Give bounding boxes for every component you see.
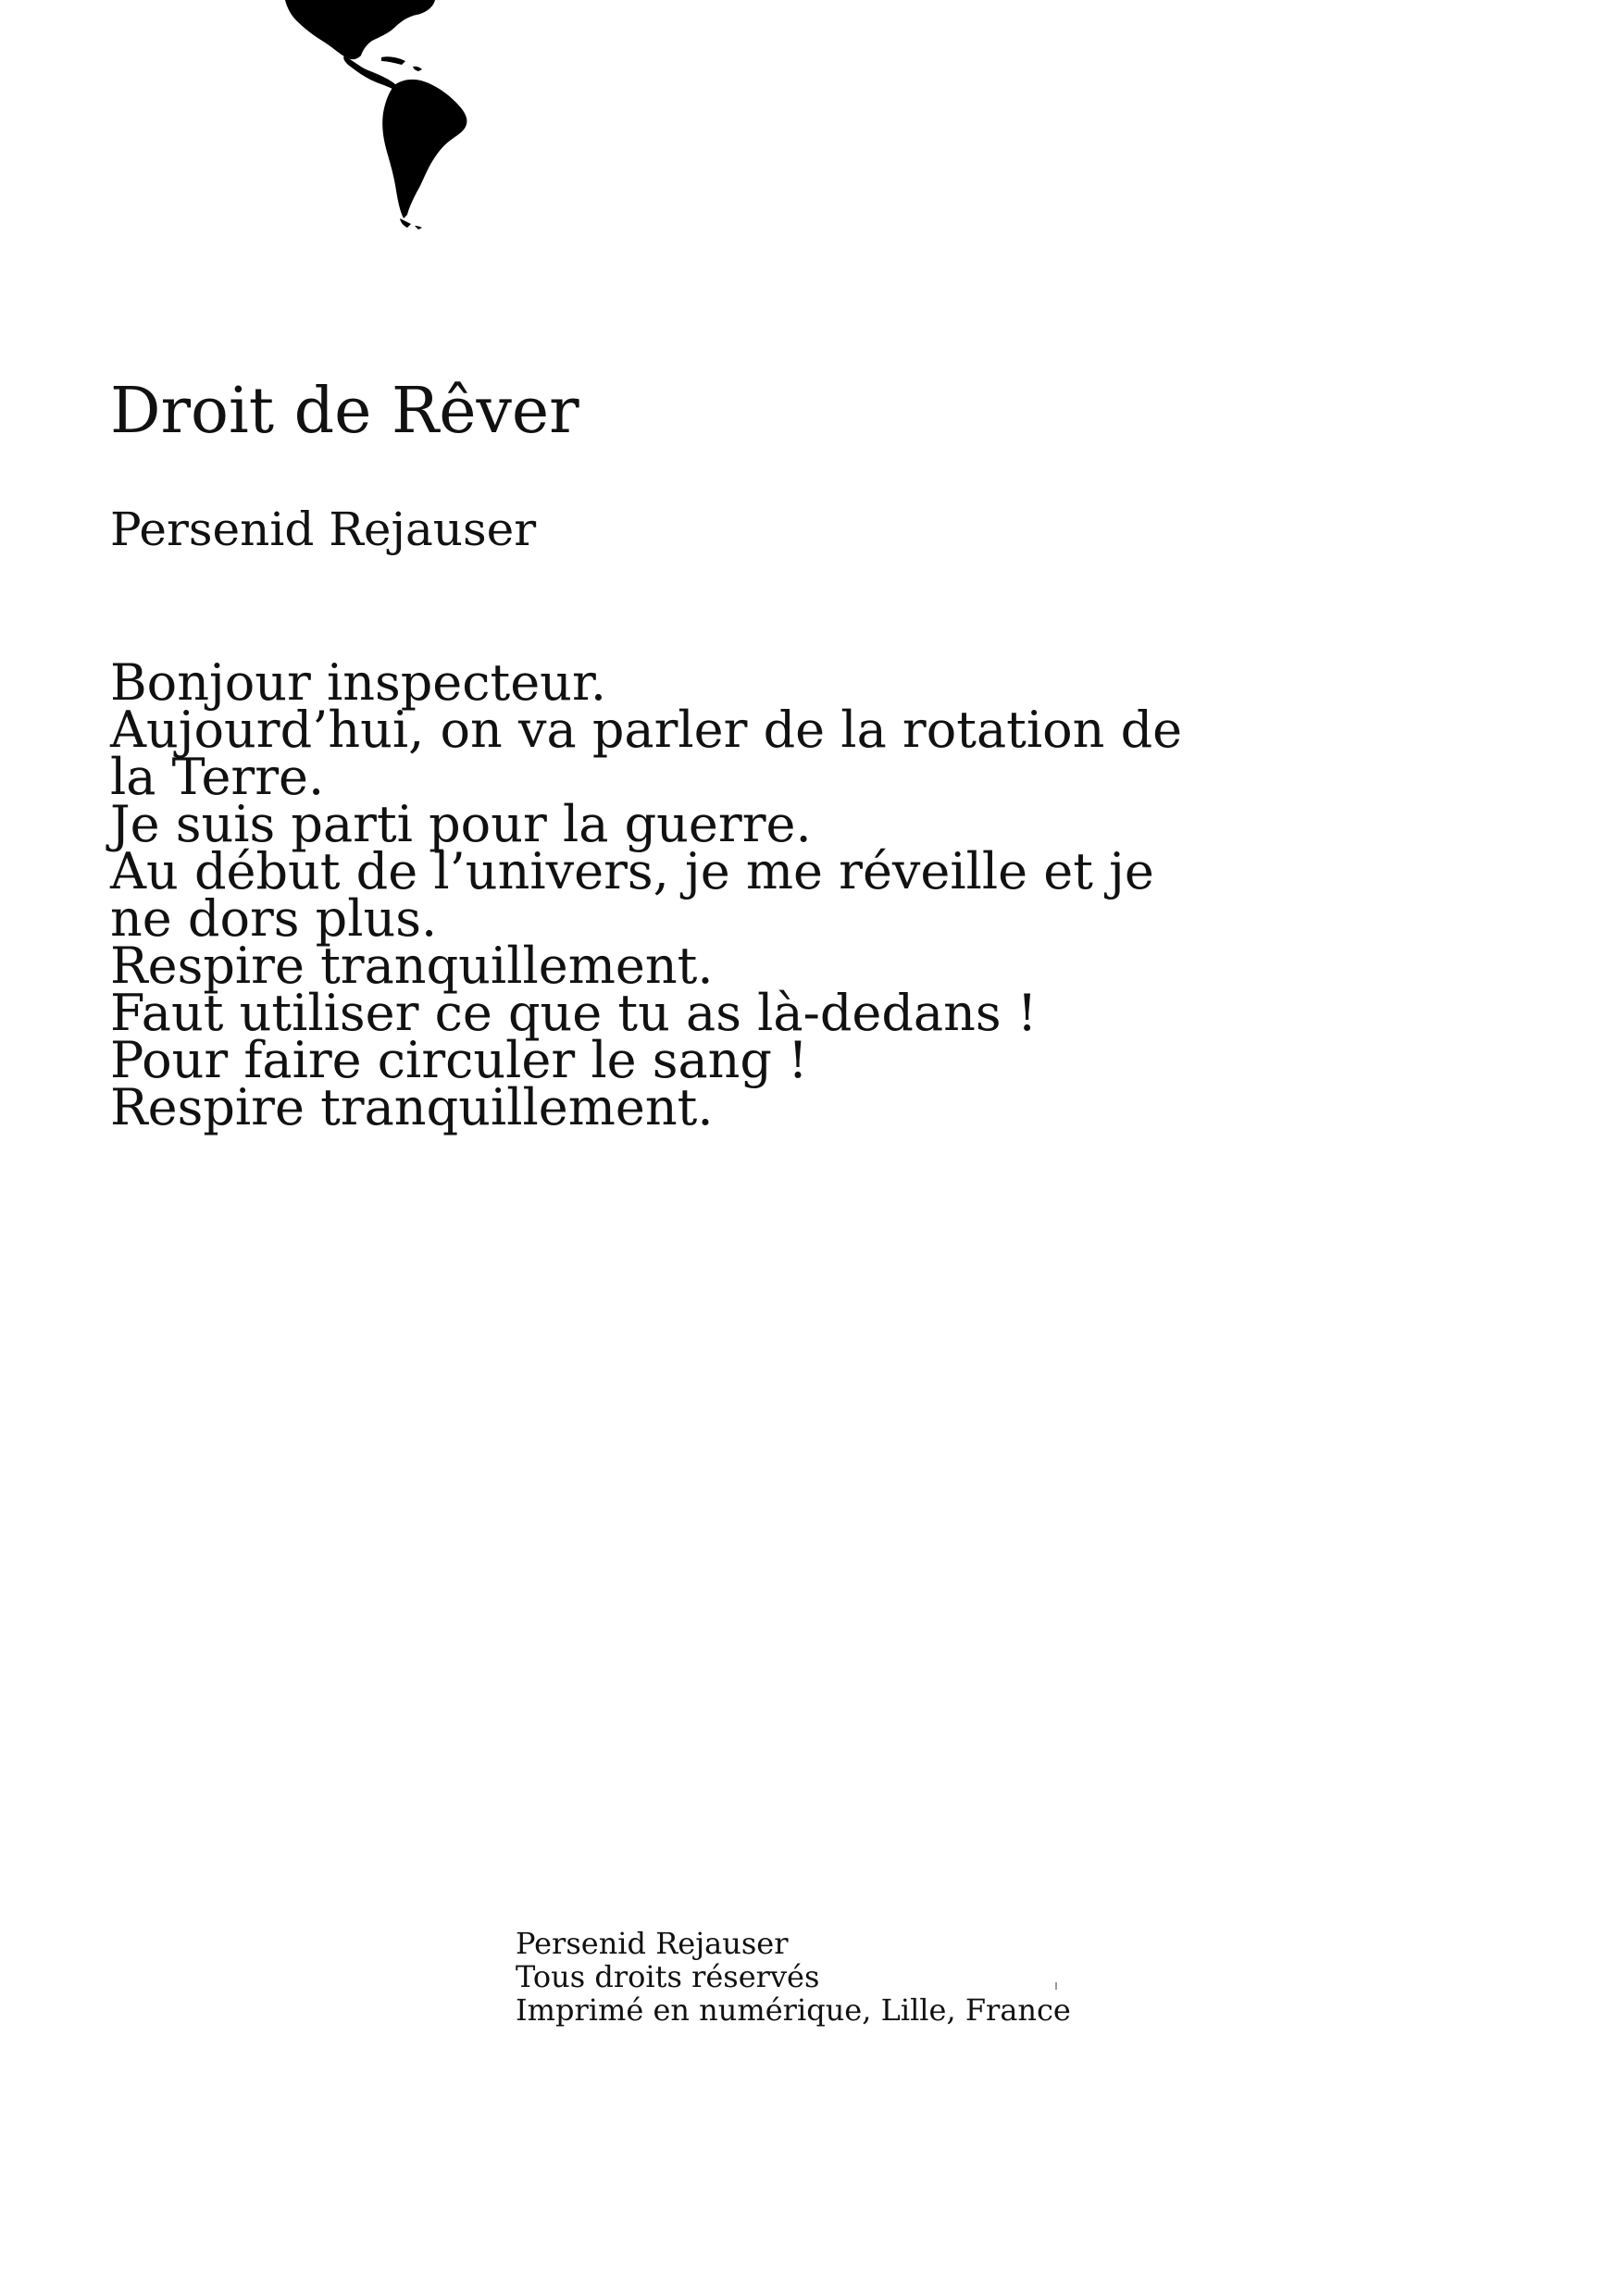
colophon-printing: Imprimé en numérique, Lille, France [516, 1992, 1071, 2028]
poem-text [110, 653, 1212, 1136]
author-name: Persenid Rejauser [110, 503, 537, 556]
poem-line: Aujourd’hui, on va parler de la rotation de la Terre. [110, 701, 1183, 806]
print-speck [1055, 1982, 1057, 1990]
poem-line: Respire tranquillement. [110, 1078, 714, 1136]
poem-line: Au début de l’univers, je me réveille et je ne dors plus. [110, 842, 1154, 948]
colophon-author: Persenid Rejauser [516, 1926, 789, 1961]
colophon [516, 1927, 1071, 2027]
colophon-rights: Tous droits réservés [516, 1959, 820, 1994]
poem-line: Pour faire circuler le sang ! [110, 1031, 808, 1089]
americas-map-icon [278, 0, 481, 231]
poem-line: Faut utiliser ce que tu as là-dedans ! [110, 984, 1038, 1042]
poem-line: Je suis parti pour la guerre. [110, 795, 812, 853]
document-title: Droit de Rêver [110, 375, 579, 448]
poem-line: Bonjour inspecteur. [110, 653, 606, 712]
poem-line: Respire tranquillement. [110, 937, 714, 995]
